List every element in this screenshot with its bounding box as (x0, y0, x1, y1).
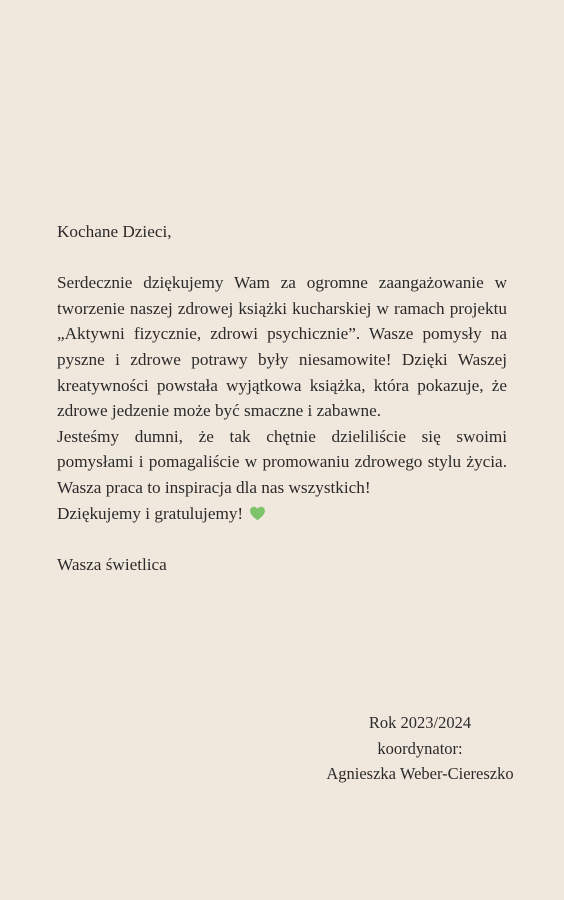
letter-body (57, 219, 507, 577)
closing-line (57, 501, 507, 527)
thank-you-paragraph: Serdecznie dziękujemy Wam za ogromne zaangażowanie w tworzenie naszej zdrowej książki kucharskiej w ramach projektu „Aktywni fizycznie, zdrowi psychicznie”. Wasze pomysły na pyszne i zdrowe potrawy były niesamowite! Dzięki Waszej kreatywności powstała wyjątkowa książka, która pokazuje, że zdrowe jedzenie może być smaczne i zabawne. (57, 273, 507, 421)
green-heart-icon (249, 505, 266, 522)
coordinator-label: koordynator: (377, 738, 463, 758)
coordinator-name: Agnieszka Weber-Ciereszko (326, 764, 514, 783)
greeting: Kochane Dzieci, (57, 222, 172, 241)
signature: Wasza świetlica (57, 554, 167, 574)
pride-paragraph: Jesteśmy dumni, że tak chętnie dzieliliście się swoimi pomysłami i pomagaliście w promowaniu zdrowego stylu życia. Wasza praca to inspiracja dla nas wszystkich! (57, 426, 507, 497)
coordinator-block (270, 710, 564, 787)
closing-text: Dziękujemy i gratulujemy! (57, 503, 244, 523)
school-year: Rok 2023/2024 (368, 713, 472, 732)
